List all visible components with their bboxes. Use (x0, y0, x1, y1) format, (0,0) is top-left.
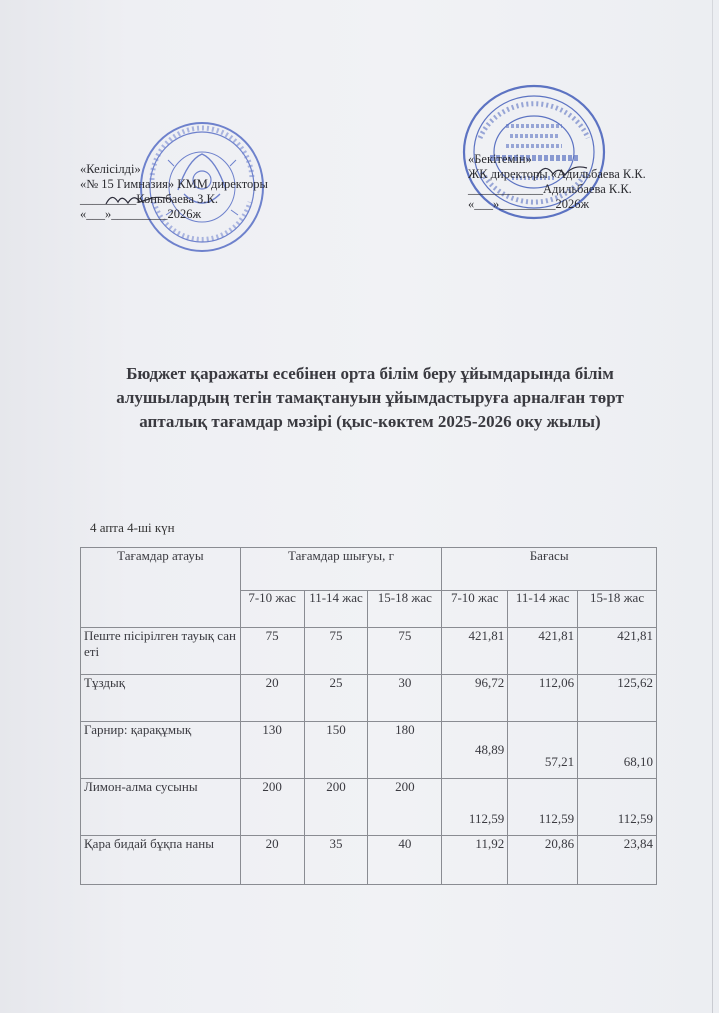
table-row (81, 628, 657, 675)
price-cell: 125,62 (578, 675, 657, 722)
title-line-3: апталық тағамдар мәзірі (қыс-көктем 2025-2026 оку жылы) (139, 412, 601, 431)
price-cell: 112,06 (508, 675, 578, 722)
approval-block-left (80, 162, 310, 222)
table-row (81, 836, 657, 885)
price-cell: 421,81 (508, 628, 578, 675)
price-cell: 57,21 (508, 722, 578, 779)
yield-cell: 40 (368, 836, 442, 885)
title-line-2: алушылардың тегін тамақтануын ұйымдастыруға арналған төрт (116, 388, 624, 407)
yield-cell: 35 (304, 836, 368, 885)
approval-left-line1: «Келісілді» (80, 162, 141, 176)
yield-cell: 20 (240, 836, 304, 885)
approval-left-line3: _________Коныбаева З.К. (80, 192, 219, 206)
approval-right-line2: ЖК директоры «Адильбаева К.К. (468, 167, 646, 181)
menu-table (80, 547, 657, 885)
age-header: 11-14 жас (508, 591, 578, 628)
dish-name: Тұздық (81, 675, 241, 722)
yield-cell: 25 (304, 675, 368, 722)
age-header: 15-18 жас (578, 591, 657, 628)
yield-cell: 75 (368, 628, 442, 675)
yield-cell: 30 (368, 675, 442, 722)
yield-cell: 75 (304, 628, 368, 675)
week-day-label: 4 апта 4-ші күн (90, 520, 175, 535)
yield-cell: 200 (368, 779, 442, 836)
dish-name: Гарнир: қарақұмық (81, 722, 241, 779)
table-row (81, 779, 657, 836)
price-cell: 112,59 (508, 779, 578, 836)
yield-cell: 75 (240, 628, 304, 675)
dish-name: Пеште пісірілген тауық сан еті (81, 628, 241, 675)
header-yield: Тағамдар шығуы, г (240, 548, 442, 591)
header-price: Бағасы (442, 548, 657, 591)
age-header: 15-18 жас (368, 591, 442, 628)
yield-cell: 130 (240, 722, 304, 779)
table-row (81, 722, 657, 779)
table-row (81, 675, 657, 722)
price-cell: 112,59 (578, 779, 657, 836)
price-cell: 96,72 (442, 675, 508, 722)
approval-right-line4: «___»_________2026ж (468, 197, 590, 211)
approval-right-line3: ____________Адильбаева К.К. (468, 182, 632, 196)
yield-cell: 20 (240, 675, 304, 722)
yield-cell: 150 (304, 722, 368, 779)
price-cell: 48,89 (442, 722, 508, 779)
approval-left-line4: «___»_________2026ж (80, 207, 202, 221)
approval-block-right (468, 152, 698, 212)
age-header: 11-14 жас (304, 591, 368, 628)
price-cell: 23,84 (578, 836, 657, 885)
price-cell: 68,10 (578, 722, 657, 779)
price-cell: 11,92 (442, 836, 508, 885)
header-dish-name: Тағамдар атауы (81, 548, 241, 628)
price-cell: 20,86 (508, 836, 578, 885)
yield-cell: 200 (304, 779, 368, 836)
yield-cell: 200 (240, 779, 304, 836)
dish-name: Лимон-алма сусыны (81, 779, 241, 836)
table-header-row (81, 548, 657, 591)
price-cell: 112,59 (442, 779, 508, 836)
age-header: 7-10 жас (240, 591, 304, 628)
approval-left-line2: «№ 15 Гимназия» КММ директоры (80, 177, 268, 191)
price-cell: 421,81 (442, 628, 508, 675)
yield-cell: 180 (368, 722, 442, 779)
dish-name: Қара бидай бұқпа наны (81, 836, 241, 885)
age-header: 7-10 жас (442, 591, 508, 628)
title-line-1: Бюджет қаражаты есебінен орта білім беру ұйымдарында білім (126, 364, 614, 383)
approval-right-line1: «Бекітемін» (468, 152, 532, 166)
document-title (80, 362, 660, 434)
price-cell: 421,81 (578, 628, 657, 675)
